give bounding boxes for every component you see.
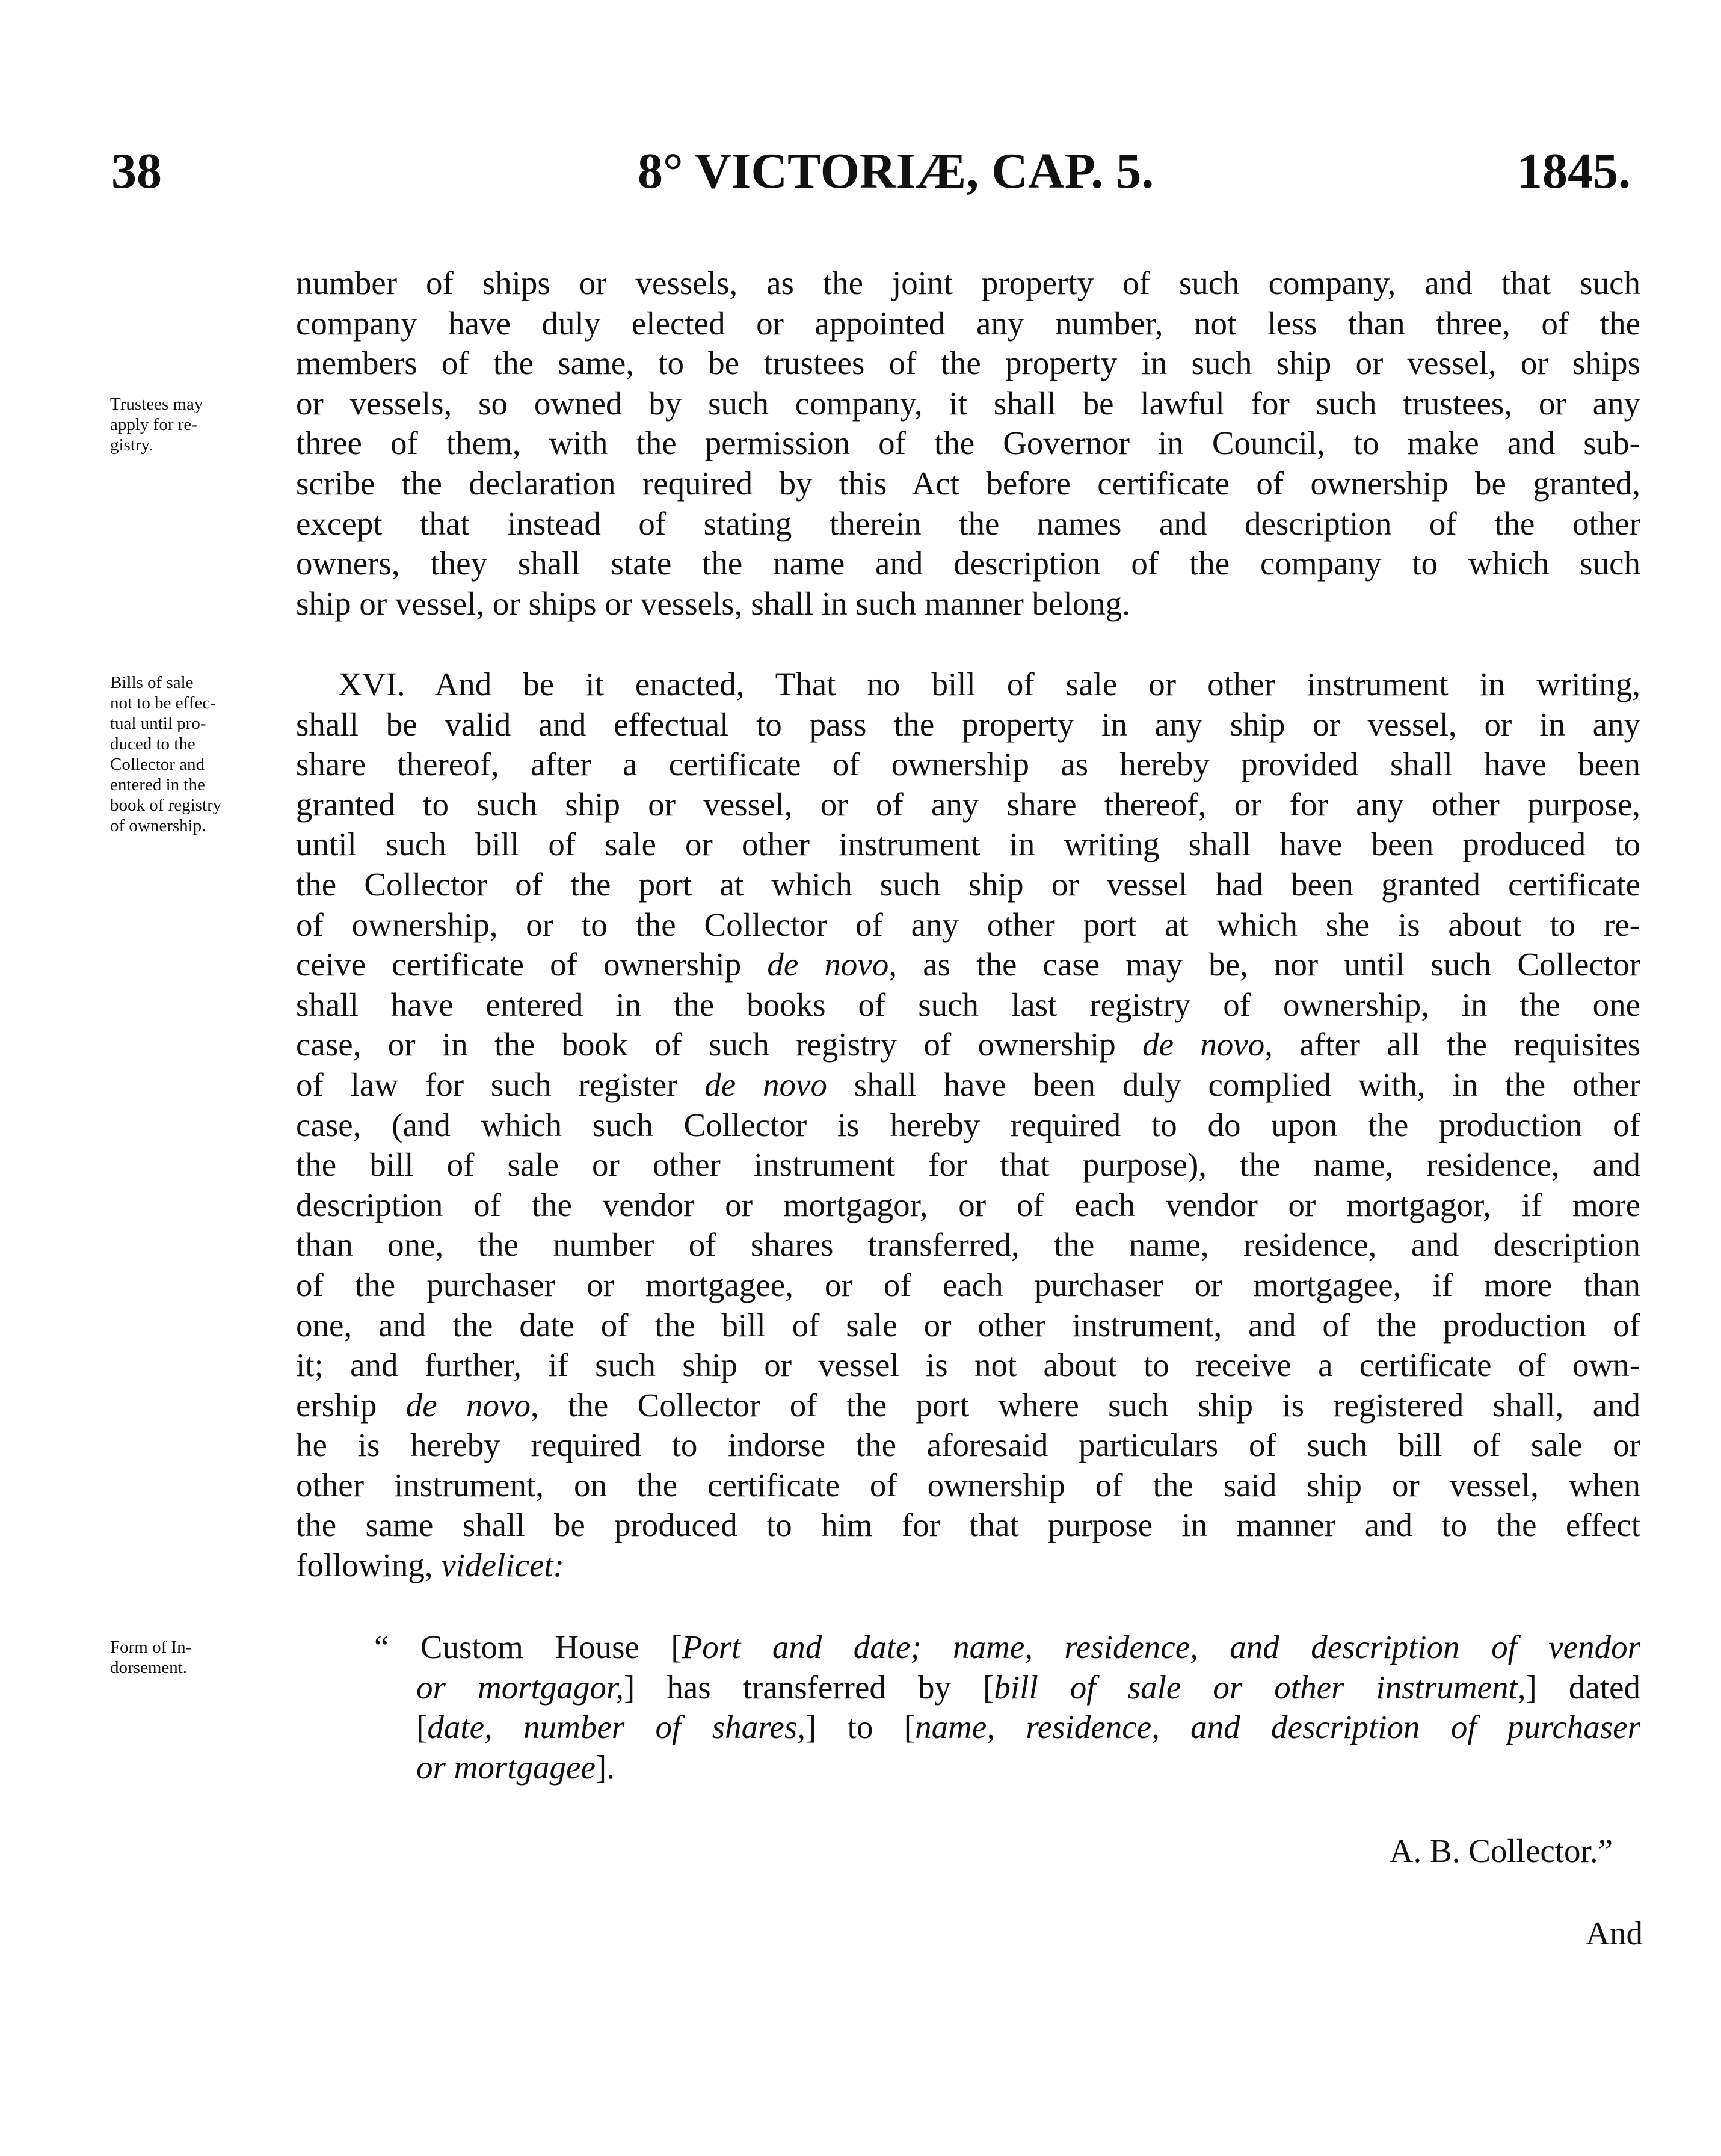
- text-line: [296, 1265, 1640, 1306]
- text: of ownership, or to the Collector of any other port at which she is about to re-: [296, 906, 1640, 943]
- margin-note-form-of-indorsement: [110, 1637, 285, 1678]
- text-line: [296, 1386, 1640, 1426]
- paragraph-section-xvi: [296, 665, 1640, 1586]
- text: members of the same, to be trustees of the property in such ship or vessel, or ships: [296, 345, 1640, 382]
- text-line: [296, 1668, 1640, 1708]
- text: except that instead of stating therein the names and description of the other: [296, 505, 1640, 542]
- text-line: [296, 1225, 1640, 1265]
- margin-note-line: tual until pro-: [110, 714, 206, 733]
- italic-text: or mortgagee: [416, 1748, 596, 1786]
- text-line: [296, 985, 1640, 1025]
- margin-note-line: apply for re-: [110, 415, 197, 434]
- margin-note-line: book of registry: [110, 796, 222, 815]
- text-line: [296, 263, 1640, 304]
- text: , the Collector of the port where such ship is registered shall, and: [530, 1386, 1641, 1424]
- margin-note-line: Bills of sale: [110, 673, 194, 692]
- text: the same shall be produced to him for that purpose in manner and to the effect: [296, 1506, 1640, 1544]
- text: description of the vendor or mortgagor, or of each vendor or mortgagor, if more: [296, 1186, 1640, 1223]
- italic-text: name, residence, and description of purchaser: [915, 1709, 1641, 1746]
- text: one, and the date of the bill of sale or other instrument, and of the production of: [296, 1306, 1640, 1344]
- text-line: [296, 785, 1640, 825]
- text: shall have entered in the books of such last registry of ownership, in the one: [296, 986, 1640, 1023]
- margin-note-line: Form of In-: [110, 1638, 192, 1657]
- margin-note-trustees: [110, 394, 285, 455]
- text: it; and further, if such ship or vessel is not about to receive a certificate of own-: [296, 1347, 1640, 1384]
- text: , as the case may be, nor until such Collector: [888, 946, 1641, 983]
- text: ] dated: [1526, 1668, 1641, 1706]
- text-line: [296, 343, 1640, 384]
- text-line: [296, 1345, 1640, 1386]
- catchword: And: [1586, 1915, 1643, 1952]
- italic-text: Port and date; name, residence, and description of vendor: [682, 1629, 1640, 1665]
- text-line: [296, 1707, 1640, 1748]
- text-line: [296, 1306, 1640, 1346]
- text-line: [296, 825, 1640, 865]
- margin-note-line: dorsement.: [110, 1658, 188, 1677]
- italic-text: de novo: [704, 1066, 827, 1103]
- italic-text: de novo: [767, 946, 889, 983]
- text-line: [296, 705, 1640, 745]
- text: three of them, with the permission of the Governor in Council, to make and sub-: [296, 425, 1640, 462]
- italic-text: bill of sale or other instrument,: [994, 1668, 1526, 1706]
- text: than one, the number of shares transferred, the name, residence, and description: [296, 1226, 1640, 1264]
- text-line: [296, 1505, 1640, 1546]
- margin-note-line: Trustees may: [110, 395, 203, 414]
- text-line: [296, 304, 1640, 344]
- italic-text: or mortgagor,: [416, 1668, 624, 1706]
- text-line: [296, 1546, 1640, 1586]
- text: ceive certificate of ownership: [296, 946, 768, 983]
- text-line: [296, 865, 1640, 905]
- text: company have duly elected or appointed any number, not less than three, of the: [296, 304, 1640, 342]
- running-title: 8° VICTORIÆ, CAP. 5.: [638, 143, 1154, 199]
- italic-text: date, number of shares,: [427, 1709, 805, 1746]
- text: ship or vessel, or ships or vessels, shall in such manner belong.: [296, 585, 1131, 622]
- margin-note-line: entered in the: [110, 775, 205, 794]
- text: ].: [595, 1748, 615, 1786]
- text: case, (and which such Collector is hereby required to do upon the production of: [296, 1106, 1640, 1143]
- text: ership: [296, 1386, 406, 1424]
- margin-note-line: not to be effec-: [110, 693, 216, 713]
- text: “ Custom House [: [374, 1629, 682, 1665]
- text: of the purchaser or mortgagee, or of each purchaser or mortgagee, if more than: [296, 1266, 1640, 1303]
- text-line: [296, 1185, 1640, 1226]
- text-line: [296, 584, 1640, 624]
- text: , after all the requisites: [1264, 1026, 1640, 1063]
- text: other instrument, on the certificate of ownership of the said ship or vessel, when: [296, 1466, 1640, 1503]
- text: he is hereby required to indorse the aforesaid particulars of such bill of sale or: [296, 1427, 1640, 1464]
- text-line: [296, 423, 1640, 464]
- italic-text: de novo: [405, 1386, 531, 1424]
- italic-text: videlicet:: [441, 1547, 564, 1584]
- text-line: [296, 1425, 1640, 1466]
- text: shall have been duly complied with, in the other: [827, 1066, 1641, 1103]
- text: share thereof, after a certificate of ownership as hereby provided shall have been: [296, 746, 1640, 783]
- signature-line: A. B. Collector.”: [1389, 1832, 1613, 1869]
- paragraph-trustees: [296, 263, 1640, 624]
- text: ] has transferred by [: [623, 1668, 994, 1706]
- text-line: [296, 1065, 1640, 1105]
- text-line: [296, 464, 1640, 504]
- margin-note-line: gistry.: [110, 435, 153, 455]
- text-line: [296, 945, 1640, 985]
- italic-text: de novo: [1142, 1026, 1265, 1063]
- text: following,: [296, 1547, 442, 1584]
- text: ] to [: [805, 1709, 916, 1746]
- indorsement-form-quote: [296, 1627, 1640, 1787]
- text-line: [296, 1025, 1640, 1065]
- text: or vessels, so owned by such company, it shall be lawful for such trustees, or any: [296, 384, 1640, 422]
- margin-note-line: of ownership.: [110, 816, 206, 835]
- text-line: [296, 1466, 1640, 1506]
- text: until such bill of sale or other instrument in writing shall have been produced to: [296, 826, 1640, 863]
- text-line: [296, 745, 1640, 785]
- text-line: [296, 544, 1640, 584]
- margin-note-line: duced to the: [110, 734, 195, 754]
- margin-note-line: Collector and: [110, 755, 205, 774]
- text: shall be valid and effectual to pass the property in any ship or vessel, or in any: [296, 705, 1640, 743]
- text-line: [296, 504, 1640, 544]
- text: the bill of sale or other instrument for that purpose), the name, residence, and: [296, 1146, 1640, 1184]
- text: of law for such register: [296, 1066, 705, 1103]
- text-line: [296, 1627, 1640, 1668]
- text: case, or in the book of such registry of ownership: [296, 1026, 1143, 1063]
- text: granted to such ship or vessel, or of any share thereof, or for any other purpose,: [296, 785, 1640, 823]
- year: 1845.: [1517, 143, 1631, 199]
- text-line: [296, 665, 1640, 705]
- margin-note-bills-of-sale: [110, 672, 285, 836]
- text-line: [296, 905, 1640, 945]
- text: [: [416, 1709, 428, 1746]
- text-line: [296, 1145, 1640, 1185]
- text: XVI. And be it enacted, That no bill of sale or other instrument in writing,: [338, 666, 1640, 702]
- text: number of ships or vessels, as the joint property of such company, and that such: [296, 265, 1640, 301]
- text: the Collector of the port at which such ship or vessel had been granted certificate: [296, 865, 1640, 903]
- text-line: [296, 384, 1640, 424]
- page-number: 38: [111, 143, 162, 199]
- text-line: [296, 1748, 1640, 1788]
- text-line: [296, 1105, 1640, 1146]
- text: owners, they shall state the name and description of the company to which such: [296, 545, 1640, 582]
- text: scribe the declaration required by this Act before certificate of ownership be granted,: [296, 464, 1640, 502]
